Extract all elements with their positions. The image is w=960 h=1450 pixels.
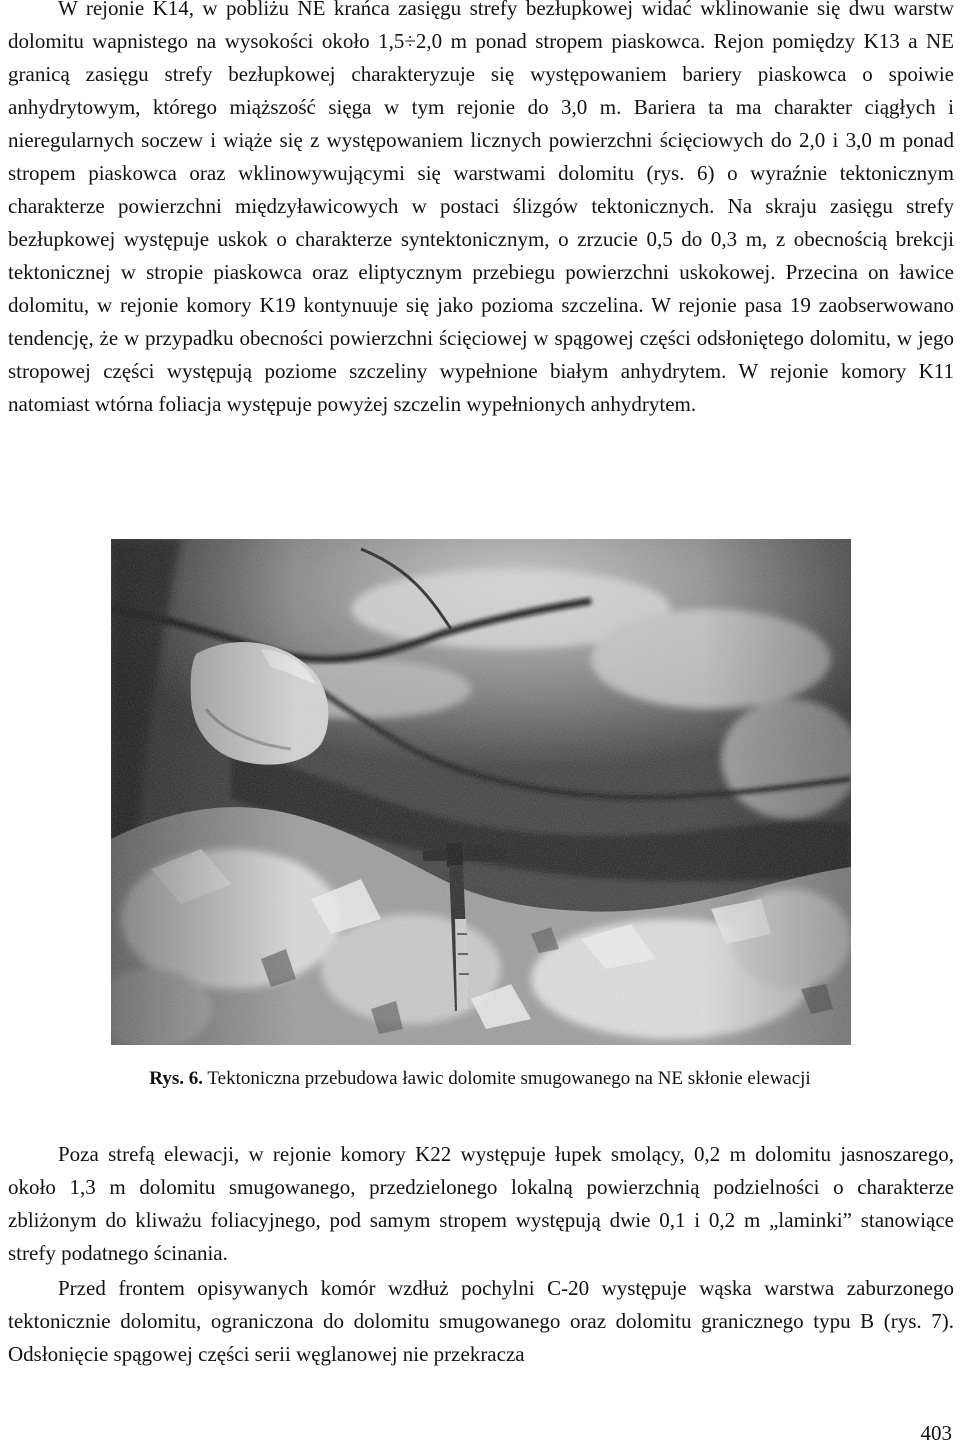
figure-caption-text: Tektoniczna przebudowa ławic dolomite smugowanego na NE skłonie elewacji	[207, 1068, 811, 1089]
page-number: 403	[920, 1421, 952, 1445]
body-paragraph: W rejonie K14, w pobliżu NE krańca zasięgu strefy bezłupkowej widać wklinowanie się dwu warstw dolomitu wapnistego na wysokości około 1,5÷2,0 m ponad stropem piaskowca. Rejon pomiędzy K13 a NE granicą zasięgu strefy bezłupkowej charakteryzuje się występowaniem bariery piaskowca o spoiwie anhydrytowym, którego miąższość sięga w tym rejonie do 3,0 m. Bariera ta ma charakter ciągłych i nieregularnych soczew i wiąże się z występowaniem licznych powierzchni ścięciowych do 2,0 i 3,0 m ponad stropem piaskowca oraz wklinowywującymi się warstwami dolomitu (rys. 6) o wyraźnie tektonicznym charakterze powierzchni międzyławicowych w postaci ślizgów tektonicznych. Na skraju zasięgu strefy bezłupkowej występuje uskok o charakterze syntektonicznym, o zrzucie 0,5 do 0,3 m, z obecnością brekcji tektonicznej w stropie piaskowca oraz eliptycznym przebiegu powierzchni uskokowej. Przecina on ławice dolomitu, w rejonie komory K19 kontynuuje się jako pozioma szczelina. W rejonie pasa 19 zaobserwowano tendencję, że w przypadku obecności powierzchni ścięciowej w spągowej części odsłoniętego dolomitu, w jego stropowej części występują poziome szczeliny wypełnione białym anhydrytem. W rejonie komory K11 natomiast wtórna foliacja występuje powyżej szczelin wypełnionych anhydrytem.	[8, 0, 954, 416]
body-paragraph: Poza strefą elewacji, w rejonie komory K22 występuje łupek smolący, 0,2 m dolomitu jasnoszarego, około 1,3 m dolomitu smugowanego, przedzielonego lokalną powierzchnią podzielności o charakterze zbliżonym do kliważu foliacyjnego, pod samym stropem występują dwie 0,1 i 0,2 m „laminki” stanowiące strefy podatnego ścinania.	[8, 1142, 954, 1265]
rock-photograph	[111, 539, 851, 1045]
figure-caption	[0, 1065, 960, 1093]
body-paragraph: Przed frontem opisywanych komór wzdłuż pochylni C-20 występuje wąska warstwa zaburzonego tektonicznie dolomitu, ograniczona do dolomitu smugowanego oraz dolomitu granicznego typu B (rys. 7). Odsłonięcie spągowej części serii węglanowej nie przekracza	[8, 1276, 954, 1366]
figure-label: Rys. 6.	[149, 1068, 203, 1089]
